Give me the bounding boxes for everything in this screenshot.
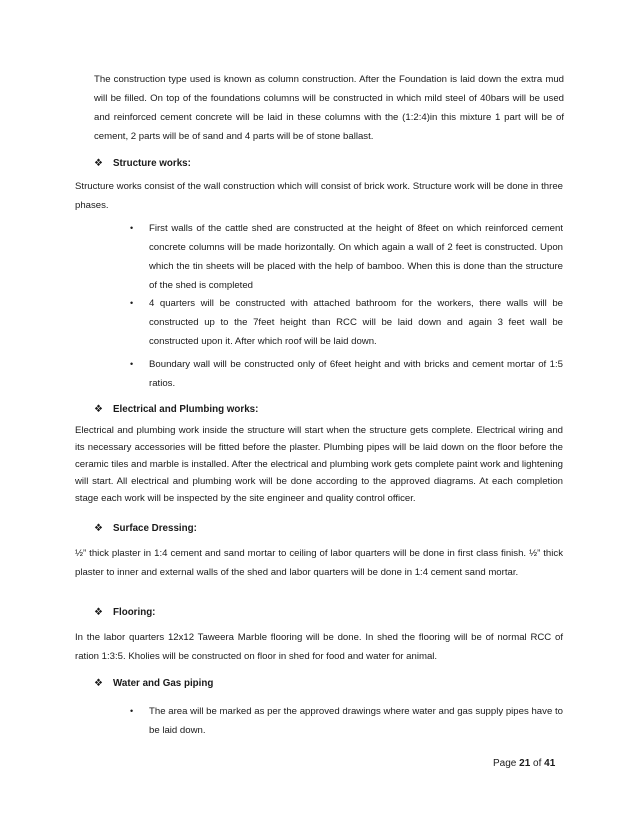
current-page-number: 21 <box>519 758 531 769</box>
diamond-bullet-icon: ❖ <box>94 404 103 415</box>
diamond-bullet-icon: ❖ <box>94 158 103 169</box>
diamond-bullet-icon: ❖ <box>94 523 103 534</box>
surface-dressing-paragraph: ½” thick plaster in 1:4 cement and sand mortar to ceiling of labor quarters will be done in first class finish. ½” thick plaster to inner and external walls of the shed and labor quarters will be done in 1:4 cement sand mortar. <box>75 548 563 578</box>
heading-text: Structure works: <box>113 158 191 169</box>
diamond-bullet-icon: ❖ <box>94 607 103 618</box>
structure-works-paragraph: Structure works consist of the wall construction which will consist of brick work. Structure work will be done in three phases. <box>75 181 563 211</box>
bullet-text: Boundary wall will be constructed only of 6feet height and with bricks and cement mortar of 1:5 ratios. <box>149 359 563 389</box>
water-gas-bullet-1 <box>130 702 563 740</box>
page-label: Page <box>493 758 517 769</box>
heading-text: Water and Gas piping <box>113 678 214 689</box>
flooring-heading <box>94 605 155 621</box>
bullet-icon: • <box>130 298 134 308</box>
structure-works-heading <box>94 156 191 172</box>
bullet-icon: • <box>130 359 134 369</box>
surface-dressing-heading <box>94 521 197 537</box>
bullet-icon: • <box>130 706 134 716</box>
heading-text: Flooring: <box>113 607 156 618</box>
diamond-bullet-icon: ❖ <box>94 678 103 689</box>
heading-text: Electrical and Plumbing works: <box>113 404 259 415</box>
page-number-footer <box>493 758 555 769</box>
bullet-text: First walls of the cattle shed are constructed at the height of 8feet on which reinforced cement concrete columns will be made horizontally. On which again a wall of 2 feet is constructed. Upon which the tin sheets will be placed with the help of bamboo. When this is done than the structure of the shed is completed <box>149 223 563 291</box>
bullet-icon: • <box>130 223 134 233</box>
structure-bullet-3 <box>130 355 563 393</box>
bullet-text: 4 quarters will be constructed with attached bathroom for the workers, there walls will be constructed up to the 7feet height than RCC will be laid down and again 3 feet wall be constructed upon it. After which roof will be laid down. <box>149 298 563 347</box>
of-label: of <box>533 758 542 769</box>
electrical-plumbing-paragraph: Electrical and plumbing work inside the structure will start when the structure gets complete. Electrical wiring and its necessary accessories will be fitted before the plaster. Plumbing pipes will be laid down on the floor before the ceramic tiles and marble is installed. After the electrical and plumbing work gets complete paint work and lightening will start. All electrical and plumbing work will be done according to the approved diagrams. At each completion stage each work will be inspected by the site engineer and quality control officer. <box>75 425 563 504</box>
flooring-paragraph: In the labor quarters 12x12 Taweera Marble flooring will be done. In shed the flooring will be of normal RCC of ration 1:3:5. Kholies will be constructed on floor in shed for food and water for animal. <box>75 632 563 662</box>
intro-paragraph: The construction type used is known as column construction. After the Foundation is laid down the extra mud will be filled. On top of the foundations columns will be constructed in which mild steel of 40bars will be used and reinforced cement concrete will be laid in these columns with the (1:2:4)in this mixture 1 part will be of cement, 2 parts will be of sand and 4 parts will be of stone ballast. <box>94 74 564 142</box>
water-gas-heading <box>94 676 213 692</box>
heading-text: Surface Dressing: <box>113 523 197 534</box>
electrical-plumbing-heading <box>94 402 258 418</box>
bullet-text: The area will be marked as per the approved drawings where water and gas supply pipes have to be laid down. <box>149 706 563 736</box>
structure-bullet-1 <box>130 219 563 295</box>
structure-bullet-2 <box>130 294 563 351</box>
total-pages-number: 41 <box>544 758 556 769</box>
